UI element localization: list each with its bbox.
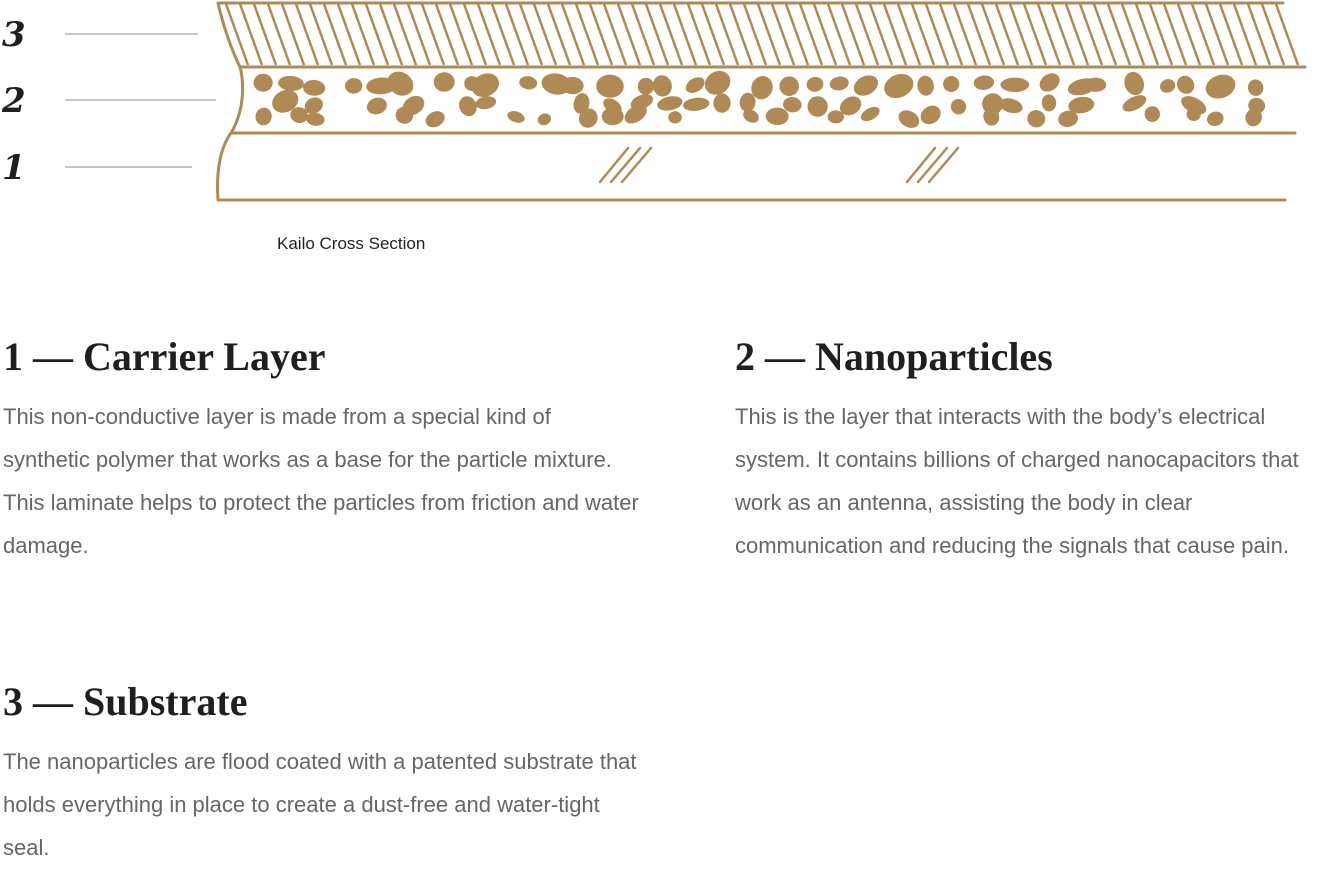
- diagram-caption: Kailo Cross Section: [277, 234, 426, 253]
- nanoparticle: [1036, 69, 1063, 95]
- nanoparticle: [859, 104, 882, 124]
- nanoparticle: [880, 70, 917, 103]
- section-title: 2 — Nanoparticles: [735, 334, 1053, 379]
- nanoparticle: [1158, 77, 1177, 95]
- nanoparticle: [254, 106, 273, 127]
- nanoparticle: [807, 96, 829, 118]
- nanoparticle: [1144, 105, 1161, 123]
- nanoparticle: [383, 67, 418, 101]
- reflection-mark: [907, 148, 958, 182]
- nanoparticle: [1187, 107, 1201, 121]
- nanoparticle: [638, 77, 655, 95]
- section-title: 3 — Substrate: [3, 679, 248, 724]
- nanoparticles: [254, 66, 1267, 131]
- nanoparticle: [475, 95, 498, 111]
- nanoparticle: [345, 78, 363, 94]
- section-carrier-layer: [3, 333, 643, 567]
- layer-label-3: 3: [2, 15, 26, 55]
- section-body: This is the layer that interacts with the body’s electrical system. It contains billions of charged nanocapacitors that work as an antenna, assisting the body in clear communication and reducing the signals that cause pain.: [735, 404, 1299, 558]
- nanoparticle: [776, 73, 802, 99]
- cross-section-illustration: [0, 0, 1336, 215]
- section-nanoparticles: [735, 333, 1335, 567]
- nanoparticle: [973, 74, 995, 90]
- nanoparticle: [278, 75, 305, 92]
- nanoparticle: [683, 74, 707, 96]
- nanoparticle: [1173, 72, 1197, 97]
- nanoparticle: [682, 96, 710, 112]
- section-title: 1 — Carrier Layer: [3, 334, 326, 379]
- nanoparticle: [1246, 78, 1265, 98]
- section-body: The nanoparticles are flood coated with a patented substrate that holds everything in place to create a dust-free and water-tight seal.: [3, 749, 637, 860]
- nanoparticle: [765, 107, 789, 125]
- nanoparticle: [1202, 71, 1238, 103]
- layer-label-1: 1: [2, 148, 26, 188]
- nanoparticle: [713, 93, 731, 113]
- nanoparticle: [536, 111, 553, 127]
- nanoparticle: [433, 71, 455, 92]
- layer-label-2: 2: [2, 81, 26, 121]
- nanoparticle: [943, 76, 959, 92]
- reflection-mark: [600, 148, 651, 182]
- section-substrate: [3, 678, 643, 869]
- nanoparticle: [700, 66, 735, 99]
- nanoparticle: [1205, 109, 1225, 128]
- nanoparticle: [806, 76, 825, 93]
- nanoparticle: [916, 74, 935, 97]
- nanoparticle: [650, 73, 674, 98]
- nanoparticle: [254, 74, 273, 92]
- nanoparticle: [518, 75, 538, 91]
- nanoparticle: [1000, 78, 1029, 92]
- nanoparticle: [829, 75, 850, 92]
- nanoparticle: [895, 107, 922, 132]
- nanoparticle: [948, 96, 969, 117]
- nanoparticle: [456, 93, 480, 118]
- nanoparticle: [423, 108, 448, 130]
- nanoparticle: [506, 109, 526, 125]
- nanoparticle: [596, 74, 625, 99]
- nanoparticle: [850, 71, 881, 99]
- nanoparticle: [303, 79, 326, 96]
- nanoparticle: [602, 107, 624, 125]
- nanoparticle: [1121, 69, 1147, 97]
- substrate-hatching: [226, 4, 1312, 65]
- nanoparticle: [917, 102, 944, 128]
- nanoparticle: [365, 95, 389, 117]
- nanoparticle: [1041, 94, 1057, 112]
- nanoparticle: [1120, 92, 1149, 115]
- section-body: This non-conductive layer is made from a special kind of synthetic polymer that works as a base for the particle mixture. This laminate helps to protect the particles from friction and water damage.: [3, 404, 639, 558]
- nanoparticle: [656, 94, 684, 112]
- nanoparticle: [668, 111, 682, 123]
- nanoparticle: [305, 112, 325, 127]
- nanoparticle: [1025, 108, 1048, 130]
- carrier-layer-outline: [218, 133, 1285, 200]
- cross-section-diagram: [0, 0, 1336, 253]
